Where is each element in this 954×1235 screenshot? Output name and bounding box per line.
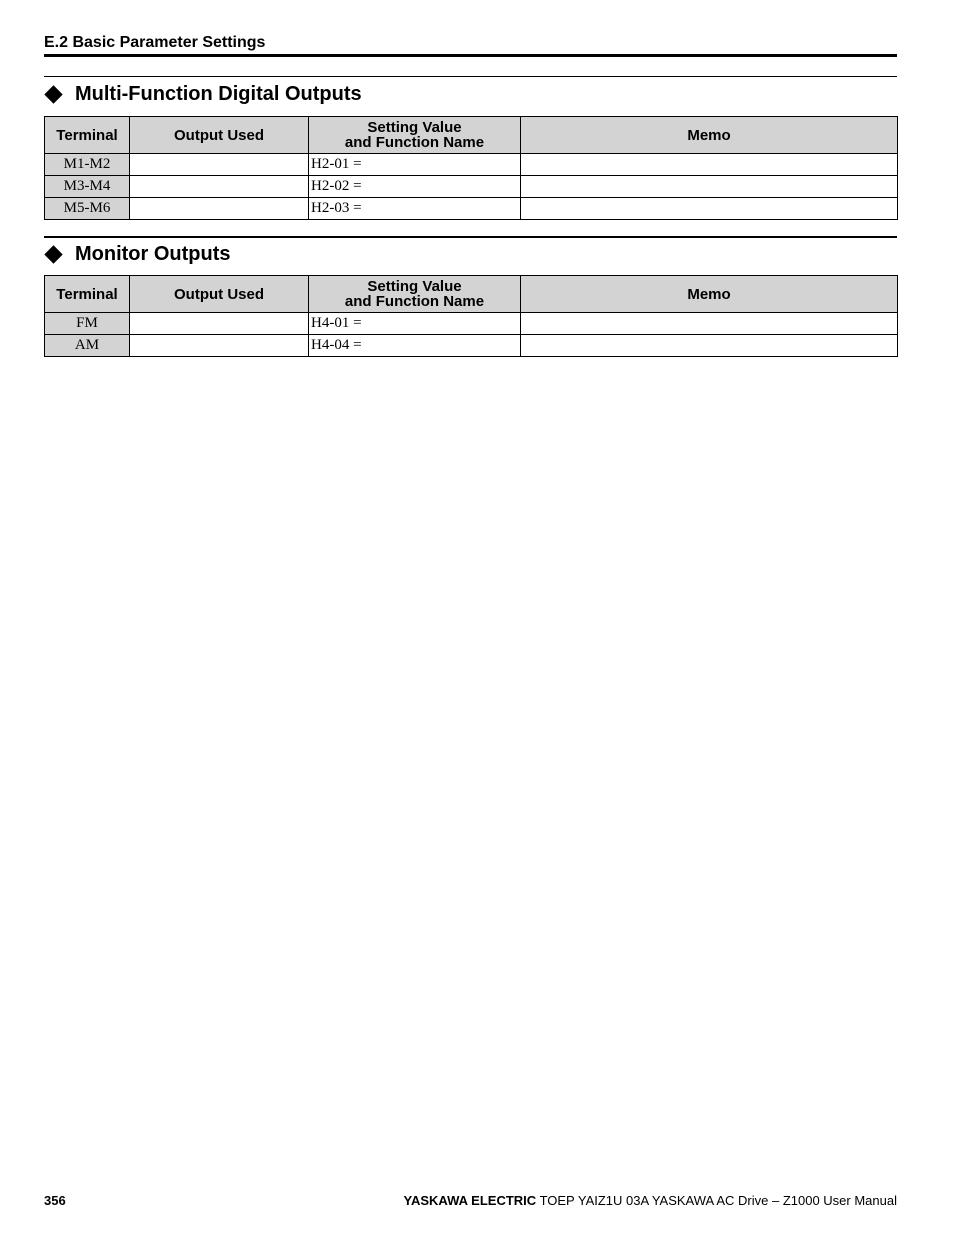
setting-cell: H4-04 = [309,335,521,357]
section-monitor-outputs [44,236,897,357]
section-multi-function-digital-outputs [44,76,897,220]
diamond-bullet-icon [44,245,62,263]
terminal-cell: M1-M2 [45,154,130,176]
column-header-terminal: Terminal [45,117,130,154]
column-header-output-used: Output Used [130,276,309,313]
setting-cell: H2-01 = [309,154,521,176]
terminal-cell: M3-M4 [45,176,130,198]
table-row [45,198,898,220]
memo-cell [521,176,898,198]
column-header-output-used: Output Used [130,117,309,154]
terminal-cell: FM [45,313,130,335]
footer-brand: YASKAWA ELECTRIC [403,1193,537,1208]
section-title: Monitor Outputs [75,242,231,265]
footer-doc-info [404,1193,898,1208]
memo-cell [521,198,898,220]
section-heading [44,79,897,109]
page-header [44,33,897,57]
terminal-cell: AM [45,335,130,357]
setting-cell: H2-03 = [309,198,521,220]
setting-cell: H2-02 = [309,176,521,198]
setting-cell: H4-01 = [309,313,521,335]
section-label: E.2 Basic Parameter Settings [44,34,266,51]
diamond-bullet-icon [44,85,62,103]
output-used-cell [130,335,309,357]
column-header-memo: Memo [521,276,898,313]
output-used-cell [130,313,309,335]
column-header-setting-value: Setting Value and Function Name [309,117,521,154]
page-number: 356 [44,1193,66,1208]
monitor-outputs-table [44,275,898,357]
digital-outputs-table [44,116,898,220]
output-used-cell [130,176,309,198]
table-header-row [45,117,898,154]
memo-cell [521,313,898,335]
output-used-cell [130,198,309,220]
table-header-row [45,276,898,313]
output-used-cell [130,154,309,176]
table-row [45,313,898,335]
memo-cell [521,335,898,357]
column-header-memo: Memo [521,117,898,154]
table-row [45,154,898,176]
table-row [45,335,898,357]
section-heading [44,239,897,269]
footer-manual-title: TOEP YAIZ1U 03A YASKAWA AC Drive – Z1000 User Manual [539,1193,897,1208]
terminal-cell: M5-M6 [45,198,130,220]
table-row [45,176,898,198]
section-title: Multi-Function Digital Outputs [75,82,362,105]
memo-cell [521,154,898,176]
column-header-setting-value: Setting Value and Function Name [309,276,521,313]
column-header-terminal: Terminal [45,276,130,313]
